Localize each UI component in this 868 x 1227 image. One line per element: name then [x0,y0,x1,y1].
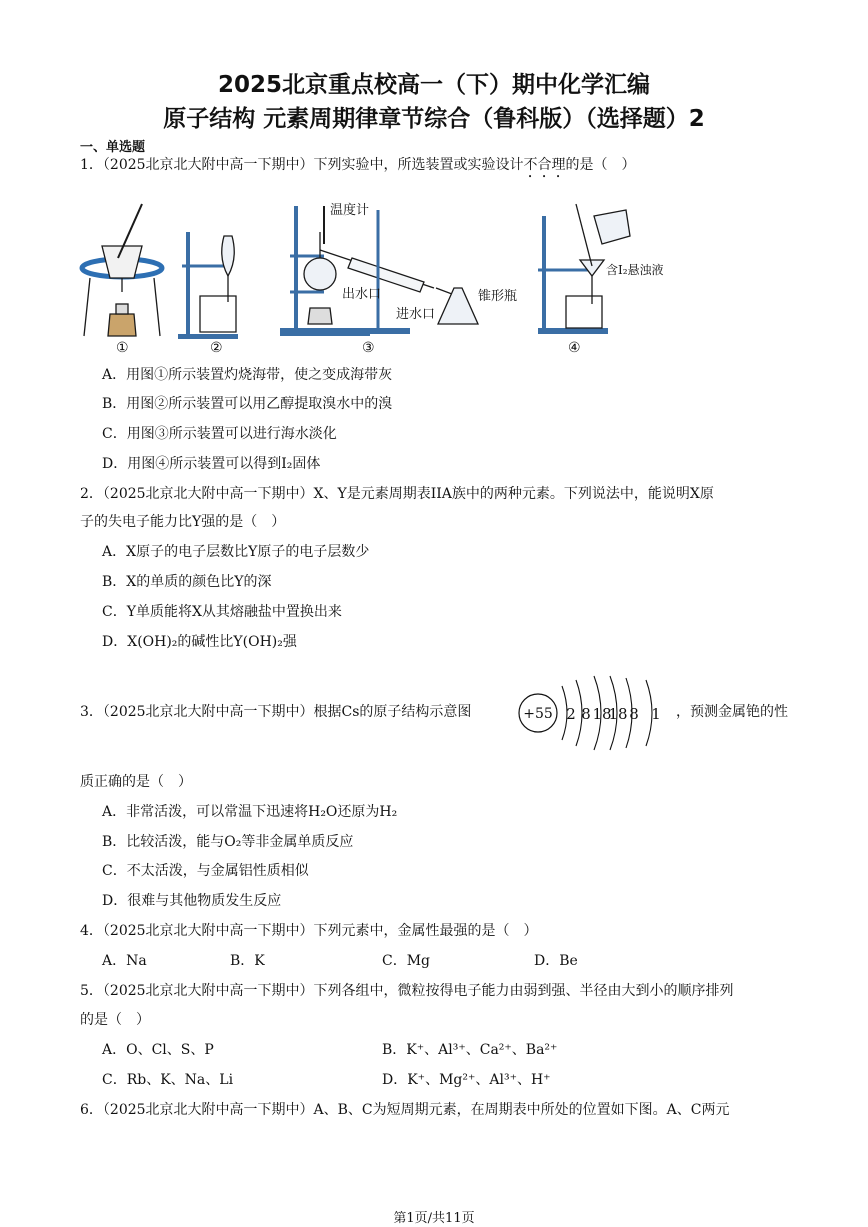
q6-stem-line1: 6．（2025北京北大附中高一下期中）A、B、C为短周期元素，在周期表中所处的位置如下图。A、C两元 [80,1102,730,1118]
document-subtitle: 原子结构 元素周期律章节综合（鲁科版）（选择题）2 [163,106,705,132]
q1-option-a: A．用图①所示装置灼烧海带，使之变成海带灰 [102,367,393,383]
figure-number-4: ④ [568,340,581,356]
q2-option-c: C．Y单质能将X从其熔融盐中置换出来 [102,604,342,620]
electron-shell-4: 18 [608,705,628,723]
q3-option-c: C．不太活泼，与金属铝性质相似 [102,863,309,879]
q3-stem-suffix: ，预测金属铯的性 [676,704,788,720]
electron-shell-2: 8 [581,705,591,723]
section-label: 一、单选题 [80,140,146,155]
nucleus-charge: +55 [523,706,553,722]
electron-shell-6: 1 [651,705,661,723]
q3-option-b: B．比较活泼，能与O₂等非金属单质反应 [102,834,354,850]
figure-number-1: ① [116,340,129,356]
thermometer-label: 温度计 [330,203,370,218]
q4-option-c: C．Mg [382,953,431,969]
q2-option-b: B．X的单质的颜色比Y的深 [102,574,272,590]
q3-stem-prefix: 3．（2025北京北大附中高一下期中）根据Cs的原子结构示意图 [80,704,472,720]
q4-option-a: A．Na [102,953,147,969]
electron-shell-1: 2 [566,705,576,723]
q2-stem-line1: 2．（2025北京北大附中高一下期中）X、Y是元素周期表IIA族中的两种元素。下列说法中，能说明X原 [80,486,714,502]
q4-option-d: D．Be [534,953,578,969]
q1-stem-prefix: 1．（2025北京北大附中高一下期中）下列实验中，所选装置或实验设计 [80,157,524,173]
q5-option-c: C．Rb、K、Na、Li [102,1072,234,1088]
q5-option-a: A．O、Cl、S、P [102,1042,214,1058]
q2-option-d: D．X(OH)₂的碱性比Y(OH)₂强 [102,634,297,650]
q1-stem [80,156,636,181]
document-title: 2025北京重点校高一（下）期中化学汇编 [217,72,650,98]
figure-number-2: ② [210,340,223,356]
q1-option-d: D．用图④所示装置可以得到I₂固体 [102,456,321,472]
q4-stem: 4．（2025北京北大附中高一下期中）下列元素中，金属性最强的是（ ） [80,923,538,939]
crucible-apparatus-illustration [82,204,162,336]
q1-stem-emphasis: 不合理 [523,157,566,173]
q3-stem-line2: 质正确的是（ ） [80,774,192,790]
q2-stem-line2: 子的失电子能力比Y强的是（ ） [80,514,286,530]
cs-atomic-structure-diagram [514,668,670,758]
flask-label: 锥形瓶 [478,289,518,304]
q3-option-d: D．很难与其他物质发生反应 [102,893,282,909]
q1-apparatus-figure [74,196,664,358]
figure-number-3: ③ [362,340,375,356]
q1-option-b: B．用图②所示装置可以用乙醇提取溴水中的溴 [102,396,393,412]
q5-option-d: D．K⁺、Mg²⁺、Al³⁺、H⁺ [382,1072,551,1088]
q3-option-a: A．非常活泼，可以常温下迅速将H₂O还原为H₂ [102,804,398,820]
q1-stem-suffix: 的是（ ） [565,157,636,173]
outlet-label: 出水口 [342,287,382,302]
distillation-apparatus-illustration [280,206,478,336]
separatory-funnel-illustration [178,232,238,339]
q5-option-b: B．K⁺、Al³⁺、Ca²⁺、Ba²⁺ [382,1042,558,1058]
electron-shell-5: 8 [629,705,639,723]
q5-stem-line1: 5．（2025北京北大附中高一下期中）下列各组中，微粒按得电子能力由弱到强、半径由大到小的顺序排列 [80,983,734,999]
q2-option-a: A．X原子的电子层数比Y原子的电子层数少 [102,544,370,560]
q4-option-b: B．K [230,953,265,969]
electron-shell-3: 18 [592,705,612,723]
page-number-footer: 第1页/共11页 [393,1211,475,1226]
inlet-label: 进水口 [396,307,436,322]
suspension-label: 含I₂悬浊液 [606,263,664,277]
q1-option-c: C．用图③所示装置可以进行海水淡化 [102,426,337,442]
q5-stem-line2: 的是（ ） [80,1012,150,1028]
